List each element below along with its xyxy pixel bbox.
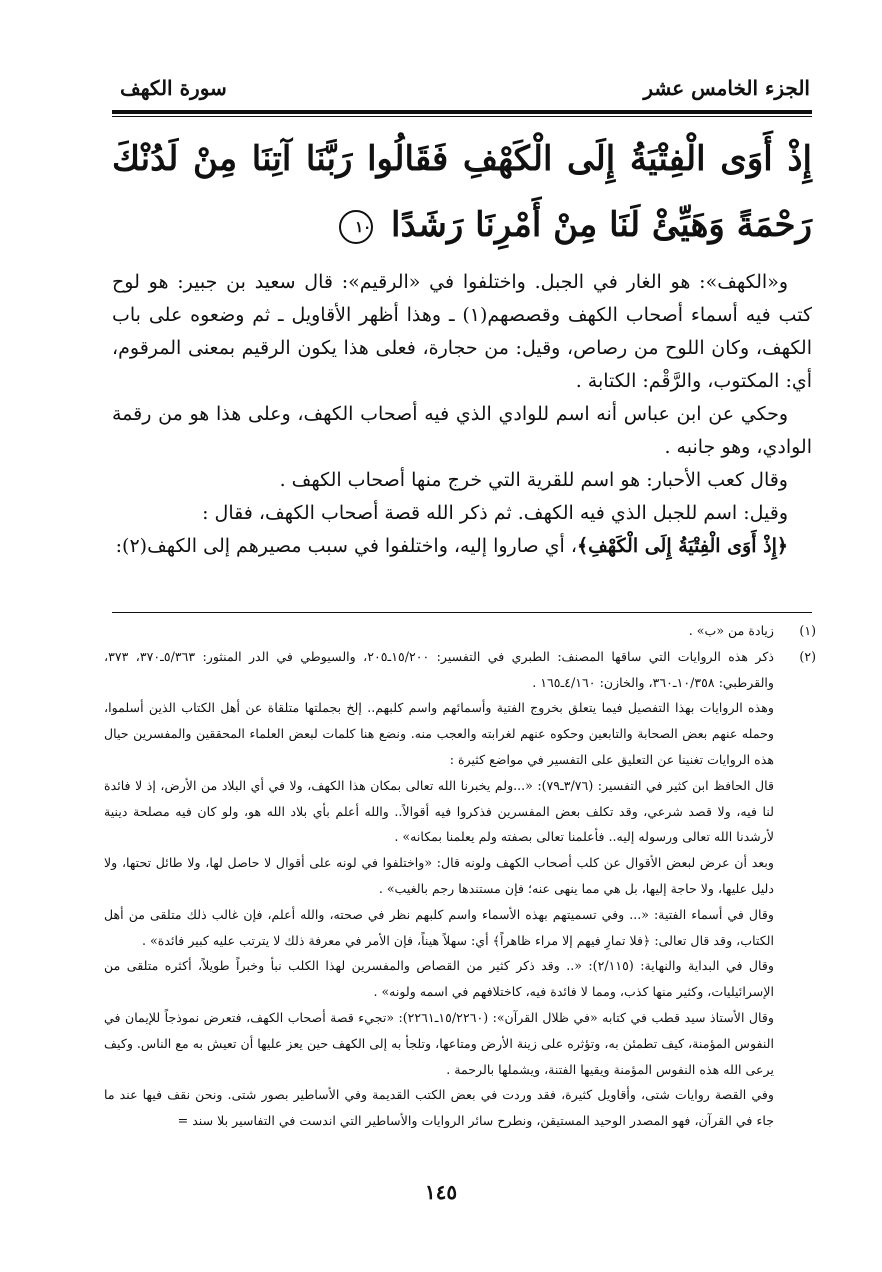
verse-text: إِذْ أَوَى الْفِتْيَةُ إِلَى الْكَهْفِ فَقَالُوا رَبَّنَا آتِنَا مِنْ لَدُنْكَ رَحْمَةً وَهَيِّئْ لَنَا مِنْ أَمْرِنَا رَشَدًا	[112, 139, 812, 245]
footnote-separator	[112, 612, 812, 613]
verse-quote: ﴿إِذْ أَوَى الْفِتْيَةُ إِلَى الْكَهْفِ﴾	[576, 535, 788, 557]
quran-verse	[112, 126, 812, 258]
footnote-paragraph: وقال في البداية والنهاية: (٢/١١٥): «.. وقد ذكر كثير من القصاص والمفسرين لهذا الكلب نبأ وخبراً طويلاً، أكثره متلقى من الإسرائيليات، وكثير منها كذب، ومما لا فائدة فيه، كاختلافهم في اسمه ولونه» .	[104, 958, 774, 1000]
surah-title: سورة الكهف	[120, 76, 227, 100]
paragraph-with-quote	[112, 530, 812, 563]
footnote-paragraph: وقال الأستاذ سيد قطب في كتابه «في ظلال القرآن»: (١٥/٢٢٦٠ـ٢٢٦١): «تجيء قصة أصحاب الكهف، فتعرض نموذجاً للإيمان في النفوس المؤمنة، كيف تطمئن به، وتؤثره على زينة الأرض ومتاعها، وتلجأ به إلى الكهف حين يعز عليها أن تعيش به مع الناس. وكيف يرعى الله هذه النفوس المؤمنة ويقيها الفتنة، ويشملها بالرحمة .	[104, 1009, 774, 1077]
page-number: ١٤٥	[424, 1180, 458, 1204]
footnote-number: (١)	[799, 623, 816, 638]
commentary-text	[112, 266, 812, 563]
footnote	[104, 644, 816, 1134]
footnote-paragraph: ذكر هذه الروايات التي ساقها المصنف: الطبري في التفسير: ١٥/٢٠٠ـ٢٠٥، والسيوطي في الدر المنثور: ٥/٣٦٣ـ٣٧٠، ٣٧٣، والقرطبي: ١٠/٣٥٨ـ٣٦٠، والخازن: ٤/١٦٠ـ١٦٥ .	[104, 648, 774, 690]
paragraph: وحكي عن ابن عباس أنه اسم للوادي الذي فيه أصحاب الكهف، وعلى هذا هو من رقمة الوادي، وهو جانبه .	[112, 403, 812, 458]
footnote-body	[104, 618, 774, 644]
paragraph: وقيل: اسم للجبل الذي فيه الكهف. ثم ذكر الله قصة أصحاب الكهف، فقال :	[202, 502, 788, 524]
footnote-number: (٢)	[799, 648, 816, 664]
verse-number-marker: ١٠	[339, 210, 373, 244]
footnote-paragraph: وفي القصة روايات شتى، وأقاويل كثيرة، فقد وردت في بعض الكتب القديمة وفي الأساطير بصور شتى. ونحن نقف فيها عند ما جاء في القرآن، فهو المصدر الوحيد المستيقن، ونطرح سائر الروايات والأساطير التي اندست في التفاسير بلا سند =	[104, 1087, 774, 1129]
header-rule	[112, 110, 812, 114]
paragraph: و«الكهف»: هو الغار في الجبل. واختلفوا في «الرقيم»: قال سعيد بن جبير: هو لوح كتب فيه أسماء أصحاب الكهف وقصصهم(١) ـ وهذا أظهر الأقاويل ـ ثم وضعوه على باب الكهف، وكان اللوح من رصاص، وقيل: من حجارة، فعلى هذا يكون الرقيم بمعنى المرقوم، أي: المكتوب، والرَّقْم: الكتابة .	[112, 271, 812, 392]
juz-title: الجزء الخامس عشر	[643, 76, 810, 100]
paragraph-rest: ، أي صاروا إليه، واختلفوا في سبب مصيرهم إلى الكهف(٢):	[115, 535, 577, 557]
footnote-paragraph: وقال في أسماء الفتية: «... وفي تسميتهم بهذه الأسماء واسم كلبهم نظر في صحته، والله أعلم، فإن غالب ذلك متلقى من أهل الكتاب، وقد قال تعالى: ﴿فلا تمارِ فيهم إلا مراء ظاهراً﴾ أي: سهلاً هيناً، فإن الأمر في معرفة ذلك لا يترتب عليه كبير فائدة» .	[104, 906, 774, 948]
footnote	[104, 618, 816, 644]
footnotes	[104, 618, 816, 1134]
header-rule-thin	[112, 116, 812, 117]
footnote-paragraph: قال الحافظ ابن كثير في التفسير: (٣/٧٦ـ٧٩): «...ولم يخبرنا الله تعالى بمكان هذا الكهف، ولا في أي البلاد من الأرض، إذ لا فائدة لنا فيه، ولا قصد شرعي، وقد تكلف بعض المفسرين فذكروا فيه أقوالاً.. والله أعلم بأي بلاد الله هو، ولو كان فيه مصلحة دينية لأرشدنا الله تعالى ورسوله إليه.. فأعلمنا تعالى بصفته ولم يعلمنا بمكانه» .	[104, 777, 774, 845]
running-header	[120, 70, 810, 106]
paragraph: وقال كعب الأحبار: هو اسم للقرية التي خرج منها أصحاب الكهف .	[279, 469, 788, 491]
footnote-paragraph: وبعد أن عرض لبعض الأقوال عن كلب أصحاب الكهف ولونه قال: «واختلفوا في لونه على أقوال لا حاصل لها، ولا طائل تحتها، ولا دليل عليها، ولا حاجة إليها، بل هي مما ينهى عنه؛ فإن مستندها رجم بالغيب» .	[104, 855, 774, 896]
footnote-paragraph: زيادة من «ب» .	[688, 623, 774, 638]
footnote-paragraph: وهذه الروايات بهذا التفصيل فيما يتعلق بخروج الفتية وأسمائهم واسم كلبهم.. إلخ بجملتها متلقاة عن أهل الكتاب الذين أسلموا، وحمله عنهم بعض الصحابة والتابعين وحكوه عنهم لغرابته والعجب منه. ونضع هنا كلمات لبعض العلماء المحققين والمفسرين حيال هذه الروايات تغنينا عن التعليق على التفسير في مواضع كثيرة :	[104, 700, 774, 767]
footnote-body	[104, 644, 774, 1134]
